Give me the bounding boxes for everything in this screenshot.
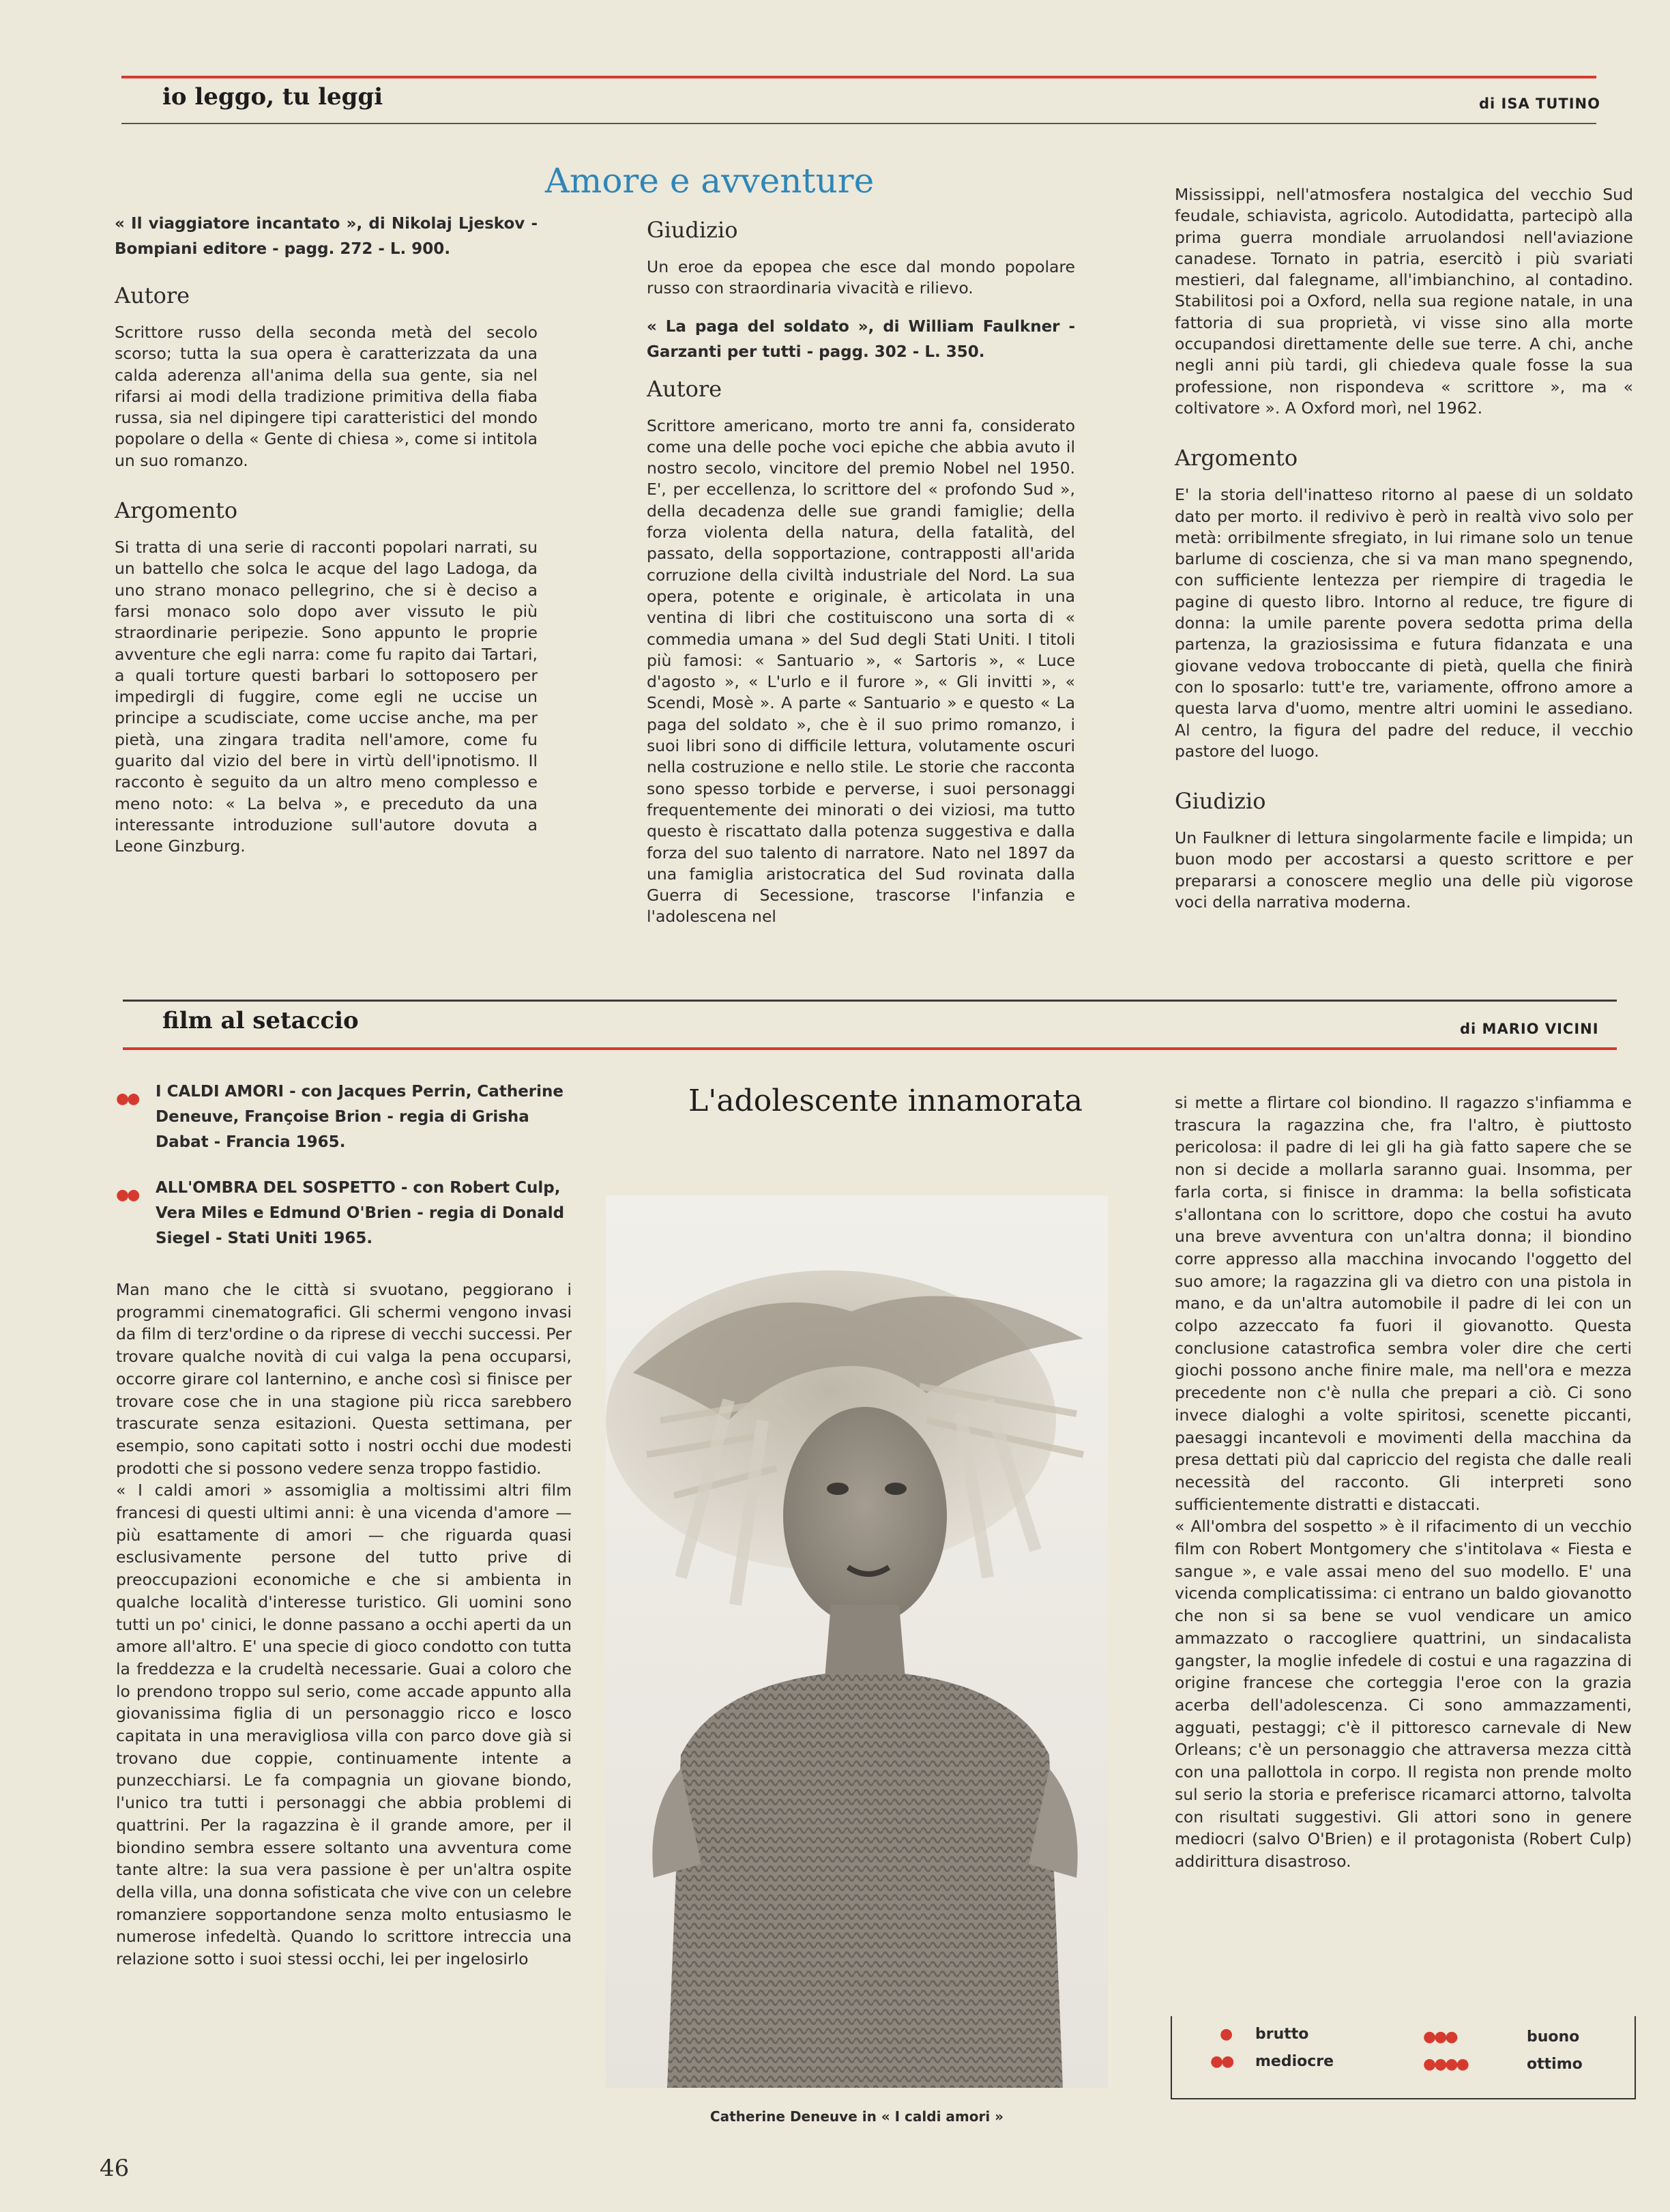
films-section-label: film al setaccio xyxy=(162,1007,359,1034)
legend-label-ottimo: ottimo xyxy=(1527,2056,1583,2073)
rating-dots: ●● xyxy=(116,1187,138,1204)
giudizio-heading-2: Giudizio xyxy=(1175,788,1266,815)
autore-text-2-continued: Mississippi, nell'atmosfera nostalgica del vecchio Sud feudale, schiavista, agricolo. Autodidatta, partecipò alla prima guerra mondiale arruolandosi nell'aviazione canadese. Tornato in patria, esercitò i più svariati mestieri, dal falegname, all'imbianchino, al contadino. Stabilitosi poi a Oxford, nella sua regione natale, in una fattoria di sua proprietà, vi visse sino alla morte occupandosi direttamente delle sue terre. A chi, anche negli anni più tardi, gli chiedeva quale fosse la sua professione, non rispondeva « scrittore », ma « coltivatore ». A Oxford morì, nel 1962. xyxy=(1175,185,1633,418)
top-red-rule xyxy=(121,76,1596,78)
legend-dots-mediocre: ●● xyxy=(1210,2053,1233,2070)
films-byline: di MARIO VICINI xyxy=(1460,1021,1599,1037)
film-entry-text: I CALDI AMORI - con Jacques Perrin, Catherine Deneuve, Françoise Brion - regia di Grisha Dabat - Francia 1965. xyxy=(156,1083,563,1151)
autore-text-1: Scrittore russo della seconda metà del secolo scorso; tutta la sua opera è caratterizzata da una calda aderenza all'anima della sua gente, sia nel rifarsi ai modi della tradizione primitiva della fiaba russa, sia nel dipingere tipi caratteristici del mondo popolare o della « Gente di chiesa », come si intitola un suo romanzo. xyxy=(115,323,538,470)
books-section-label: io leggo, tu leggi xyxy=(162,83,383,111)
books-column-1 xyxy=(115,212,538,884)
legend-dots-brutto: ● xyxy=(1220,2026,1231,2043)
films-column-3 xyxy=(1175,1092,1632,1873)
legend-dots-buono: ●●● xyxy=(1423,2028,1456,2046)
films-column-1 xyxy=(116,1079,572,1970)
films-headline: L'adolescente innamorata xyxy=(688,1083,1083,1118)
books-headline: Amore e avventure xyxy=(544,161,875,201)
giudizio-text-2: Un Faulkner di lettura singolarmente facile e limpida; un buon modo per accostarsi a questo scrittore e per prepararsi a conoscere meglio una delle più vigorose voci della narrativa moderna. xyxy=(1175,828,1633,912)
legend-dots-ottimo: ●●●● xyxy=(1423,2056,1467,2073)
film-entry-text: ALL'OMBRA DEL SOSPETTO - con Robert Culp, Vera Miles e Edmund O'Brien - regia di Donald Siegel - Stati Uniti 1965. xyxy=(156,1179,565,1247)
giudizio-text-1: Un eroe da epopea che esce dal mondo popolare russo con straordinaria vivacità e rilievo. xyxy=(647,257,1075,298)
giudizio-heading-1: Giudizio xyxy=(647,217,738,243)
books-header-underline xyxy=(121,123,1596,124)
photo-caption: Catherine Deneuve in « I caldi amori » xyxy=(709,2108,1004,2125)
legend-label-mediocre: mediocre xyxy=(1255,2053,1334,2070)
page-number: 46 xyxy=(100,2155,130,2182)
film-entry-1 xyxy=(116,1079,572,1155)
film-entry-2 xyxy=(116,1176,572,1251)
book-reference-2: « La paga del soldato », di William Faulkner - Garzanti per tutti - pagg. 302 - L. 350. xyxy=(647,317,1075,361)
rating-legend xyxy=(1171,2016,1636,2099)
films-red-rule xyxy=(123,1047,1617,1050)
book-reference-1: « Il viaggiatore incantato », di Nikolaj Ljeskov - Bompiani editore - pagg. 272 - L. 900. xyxy=(115,215,538,258)
argomento-heading-2: Argomento xyxy=(1175,445,1298,471)
argomento-text-2: E' la storia dell'inatteso ritorno al paese di un soldato dato per morto. il redivivo è però in realtà vivo solo per metà: orribilmente sfregiato, in lui rimane solo un tenue barlume di coscienza, che si va man mano spegnendo, con sufficiente lentezza per riempire di tragedia le pagine di questo libro. Intorno al reduce, tre figure di donna: la umile parente povera sedotta prima della partenza, la graziosissima e futura fidanzata e una giovane vedova troboccante di pietà, quella che finirà con lo sposarlo: tutt'e tre, variamente, offrono amore a questa larva d'uomo, mentre altri uomini le assediano. Al centro, la figura del padre del reduce, il vecchio pastore del luogo. xyxy=(1175,485,1633,761)
rating-dots: ●● xyxy=(116,1090,138,1107)
autore-heading-1: Autore xyxy=(115,282,190,308)
film-review-text-1: Man mano che le città si svuotano, peggiorano i programmi cinematografici. Gli schermi vengono invasi da film di terz'ordine o da riprese di vecchi successi. Per trovare qualche novità di cui valga la pena occuparsi, occorre girare col lanternino, e anche così si finisce per trovare cose che in una stagione più ricca sarebbero trascurate senza esitazioni. Questa settimana, per esempio, sono capitati sotto i nostri occhi due modesti prodotti che si possono vedere senza troppo fastidio. « I caldi amori » assomiglia a moltissimi altri film francesi di questi ultimi anni: è una vicenda d'amore — più esattamente di amori — che riguarda quasi esclusivamente persone del tutto prive di preoccupazioni economiche e che si ambienta in qualche località d'interesse turistico. Gli uomini sono tutti un po' cinici, le donne passano a occhi aperti da un amore all'altro. E' una specie di gioco condotto con tutta la freddezza e la crudeltà necessarie. Guai a coloro che lo prendono troppo sul serio, come accade appunto alla giovanissima figlia di un personaggio ricco e losco capitata in una meravigliosa villa con parco dove già si trovano due coppie, continuamente intente a punzecchiarsi. Le fa compagnia un giovane biondo, l'unico tra tutti i personaggi che abbia problemi di quattrini. Per la ragazzina è il grande amore, per il biondino sembra essere soltanto una avventura come tante altre: la sua vera passione è per un'altra ospite della villa, una donna sofisticata che vive con un celebre romanziere sopportandone senza molto entusiasmo le numerose infedeltà. Quando lo scrittore intreccia una relazione sotto i suoi stessi occhi, lei per ingelosirlo xyxy=(116,1280,572,1969)
film-review-text-2: si mette a flirtare col biondino. Il ragazzo s'infiamma e trascura la ragazzina che, fra l'altro, è piuttosto pericolosa: il padre di lei gli ha già fatto sapere che se non si decide a mollarla saranno guai. Insomma, per farla corta, si finisce in dramma: la bella sofisticata s'allontana con lo scrittore, dopo che costui ha avuto una breve avventura con un'altra donna; il biondino corre appresso alla macchina invocando l'oggetto del suo amore; la ragazzina gli va dietro con una pistola in mano, e da un'altra automobile il padre di lei con un colpo azzeccato fa fuori il giovanotto. Questa conclusione catastrofica sembra voler dire che certi giochi possono anche finire male, ma nell'ora e mezza precedente non c'è nulla che prepari a ciò. Ci sono invece dialoghi a volte spiritosi, scenette piccanti, paesaggi incantevoli e movimenti della macchina da presa dettati più dal capriccio del regista che dalle reali necessità del racconto. Gli interpreti sono sufficientemente distratti e distaccati. « All'ombra del sospetto » è il rifacimento di un vecchio film con Robert Montgomery che s'intitolava « Fiesta e sangue », e vale assai meno del suo modello. E' una vicenda complicatissima: ci entrano un baldo giovanotto che non si sa bene se vuol vendicare un amico ammazzato o raccogliere quattrini, un sindacalista gangster, la moglie infedele di costui e una ragazzina di origine francese che corteggia l'eroe con la grazia acerba dell'adolescenza. Ci sono ammazzamenti, agguati, pestaggi; c'è il pittoresco carnevale di New Orleans; c'è un personaggio che attraversa mezza città con una pallottola in corpo. Il regista non prende molto sul serio la storia e preferisce ricamarci attorno, talvolta con risultati suggestivi. Gli attori sono in genere mediocri (salvo O'Brien) e il protagonista (Robert Culp) addirittura disastroso. xyxy=(1175,1093,1632,1871)
books-byline: di ISA TUTINO xyxy=(1479,96,1600,112)
films-top-rule xyxy=(123,1000,1617,1002)
books-column-2 xyxy=(647,217,1075,954)
autore-heading-2: Autore xyxy=(647,375,722,402)
legend-label-buono: buono xyxy=(1527,2028,1580,2046)
photo-illustration xyxy=(606,1195,1108,2088)
argomento-text-1: Si tratta di una serie di racconti popolari narrati, su un battello che solca le acque del lago Ladoga, da uno strano monaco pellegrino, che si è deciso a farsi monaco solo dopo aver vissuto le più straordinarie peripezie. Sono appunto le proprie avventure che egli narra: come fu rapito dai Tartari, a quali torture questi barbari lo sottoposero per impedirgli di fuggire, come egli ne uccise un principe a scudisciate, come uccise anche, ma per pietà, una zingara tradita nell'amore, come fu guarito dal vizio del bere in virtù dell'ipnotismo. Il racconto è seguito da un altro meno complesso e meno noto: « La belva », e preceduto da una interessante introduzione sull'autore dovuta a Leone Ginzburg. xyxy=(115,538,538,856)
books-column-3 xyxy=(1175,184,1633,939)
argomento-heading-1: Argomento xyxy=(115,497,238,524)
catherine-deneuve-photo xyxy=(606,1195,1108,2088)
autore-text-2: Scrittore americano, morto tre anni fa, considerato come una delle poche voci epiche che abbia avuto il nostro secolo, vincitore del premio Nobel nel 1950. E', per eccellenza, lo scrittore del « profondo Sud », della decadenza delle sue grandi famiglie; della forza violenta della natura, della fatalità, del passato, della sopportazione, contrapposti all'arida corruzione della civiltà industriale del Nord. La sua opera, potente e originale, è articolata in una ventina di libri che costituiscono una sorta di « commedia umana » del Sud degli Stati Uniti. I titoli più famosi: « Santuario », « Sartoris », « Luce d'agosto », « L'urlo e il furore », « Gli invitti », « Scendi, Mosè ». A parte « Santuario » e questo « La paga del soldato », che è il suo primo romanzo, i suoi libri sono di difficile lettura, volutamente oscuri nella costruzione e nello stile. Le storie che racconta sono spesso torbide e perverse, i suoi personaggi frequentemente dei minorati o dei viziosi, ma tutto questo è riscattato dalla potenza suggestiva e dalla forza del suo talento di narratore. Nato nel 1897 da una famiglia aristocratica del Sud rovinata dalla Guerra di Secessione, trascorse l'infanzia e l'adolescena nel xyxy=(647,416,1075,927)
legend-label-brutto: brutto xyxy=(1255,2026,1309,2043)
